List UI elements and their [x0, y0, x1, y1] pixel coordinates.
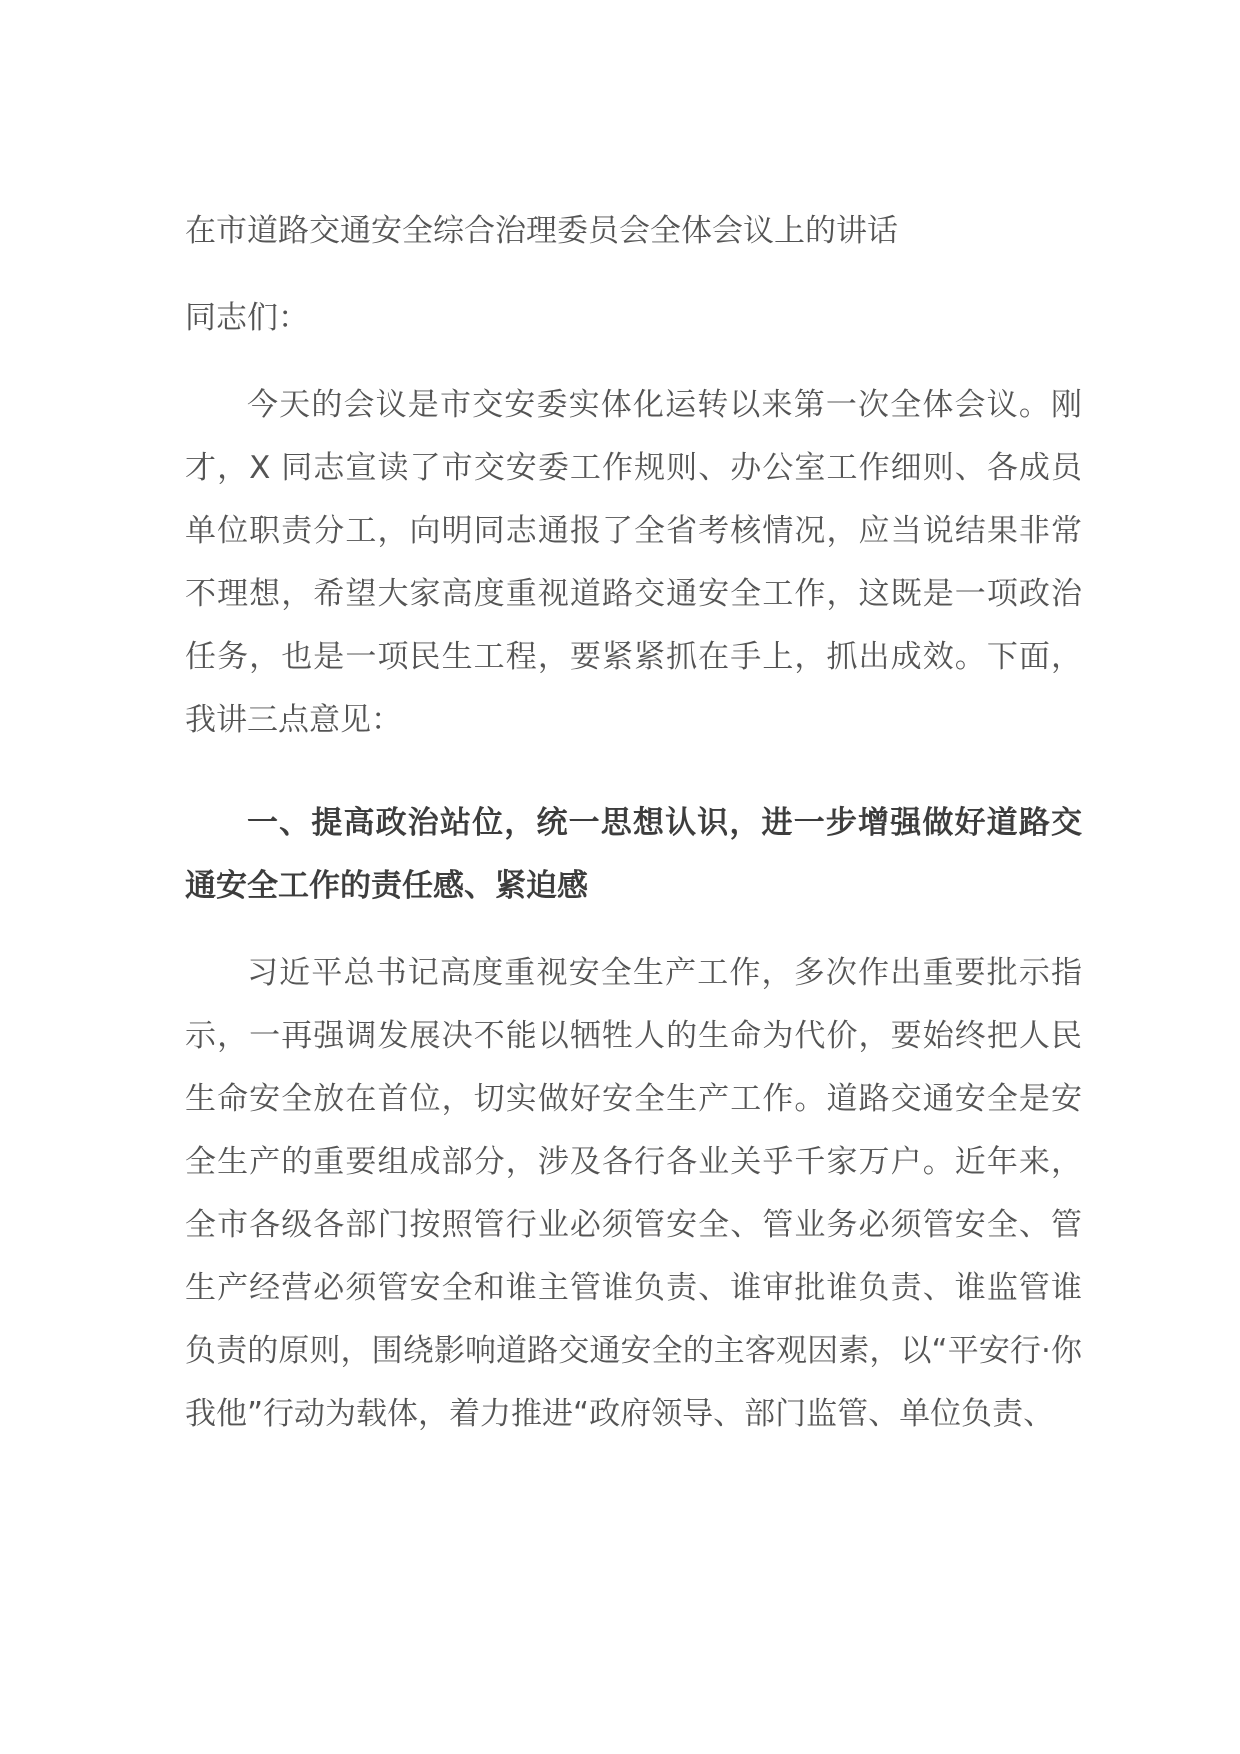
document-title: 在市道路交通安全综合治理委员会全体会议上的讲话 [185, 213, 898, 249]
paragraph-section-1: 习近平总书记高度重视安全生产工作，多次作出重要批示指示，一再强调发展决不能以牺牲人的生命为代价，要始终把人民生命安全放在首位，切实做好安全生产工作。道路交通安全是安全生产的重要组成部分，涉及各行各业关乎千家万户。近年来，全市各级各部门按照管行业必须管安全、管业务必须管安全、管生产经营必须管安全和谁主管谁负责、谁审批谁负责、谁监管谁负责的原则，围绕影响道路交通安全的主客观因素，以“平安行·你我他”行动为载体，着力推进“政府领导、部门监管、单位负责、 [185, 955, 1082, 1432]
salutation: 同志们： [185, 300, 309, 336]
section-heading-1: 一、提高政治站位，统一思想认识，进一步增强做好道路交通安全工作的责任感、紧迫感 [185, 805, 1082, 904]
paragraph-opening: 今天的会议是市交安委实体化运转以来第一次全体会议。刚才，X 同志宣读了市交安委工作规则、办公室工作细则、各成员单位职责分工，向明同志通报了全省考核情况，应当说结果非常不理想，希望大家高度重视道路交通安全工作，这既是一项政治任务，也是一项民生工程，要紧紧抓在手上，抓出成效。下面，我讲三点意见： [185, 387, 1082, 738]
